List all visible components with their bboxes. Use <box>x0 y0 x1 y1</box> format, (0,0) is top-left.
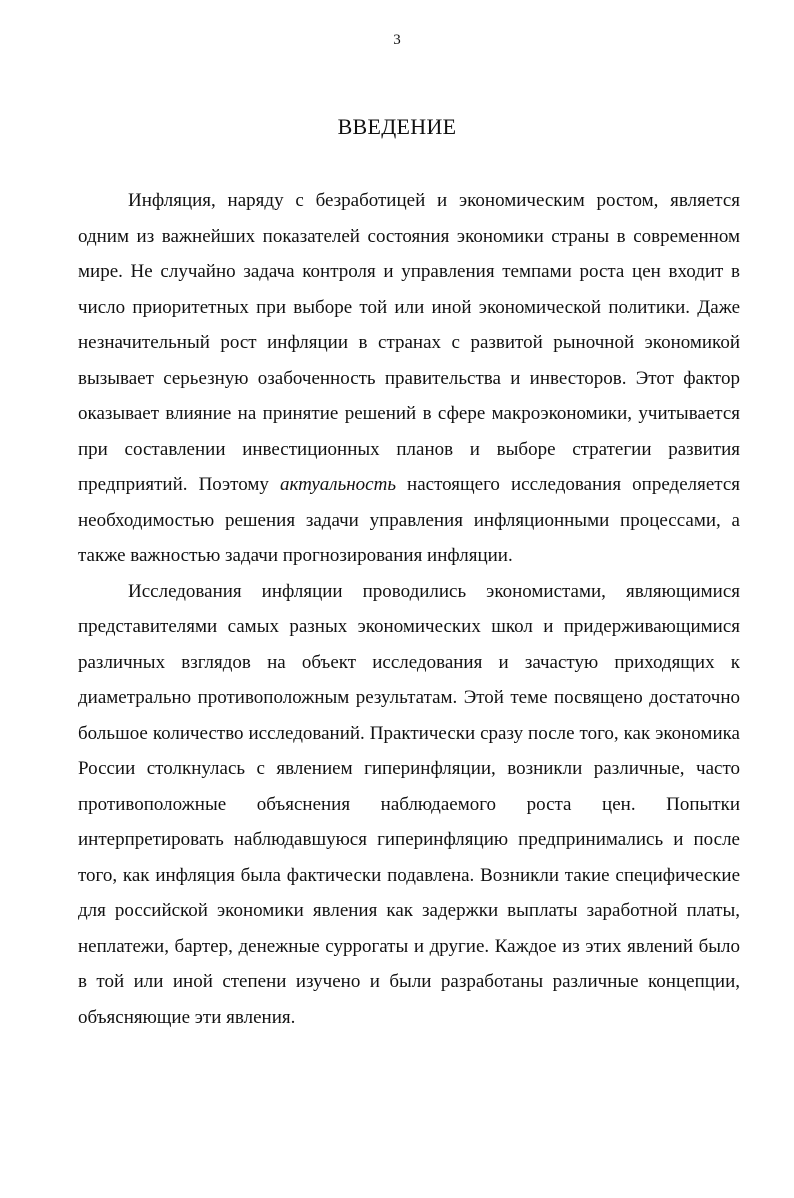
page-title: ВВЕДЕНИЕ <box>337 114 457 139</box>
paragraph-1 <box>78 183 740 574</box>
document-body <box>78 183 740 1035</box>
emphasis-relevance: актуальность <box>279 474 396 495</box>
paragraph-1-text-start: Инфляция, наряду с безработицей и экономическим ростом, является одним из важнейших показателей состояния экономики страны в современном мире. Не случайно задача контроля и управления темпами роста цен входит в число приоритетных при выборе той или иной экономической политики. Даже незначительный рост инфляции в странах с развитой рыночной экономикой вызывает серьезную озабоченность правительства и инвесторов. Этот фактор оказывает влияние на принятие решений в сфере макроэкономики, учитывается при составлении инвестиционных планов и выборе стратегии развития предприятий. Поэтому <box>78 190 740 495</box>
paragraph-2: Исследования инфляции проводились экономистами, являющимися представителями самых разных экономических школ и придерживающимися различных взглядов на объект исследования и зачастую приходящих к диаметрально противоположным результатам. Этой теме посвящено достаточно большое количество исследований. Практически сразу после того, как экономика России столкнулась с явлением гиперинфляции, возникли различные, часто противоположные объяснения наблюдаемого роста цен. Попытки интерпретировать наблюдавшуюся гиперинфляцию предпринимались и после того, как инфляция была фактически подавлена. Возникли такие специфические для российской экономики явления как задержки выплаты заработной платы, неплатежи, бартер, денежные суррогаты и другие. Каждое из этих явлений было в той или иной степени изучено и были разработаны различные концепции, объясняющие эти явления. <box>78 580 740 1028</box>
paragraph-1-text-end: настоящего исследования определяется необходимостью решения задачи управления инфляционными процессами, а также важностью задачи прогнозирования инфляции. <box>78 474 740 566</box>
page-number: 3 <box>393 32 401 48</box>
